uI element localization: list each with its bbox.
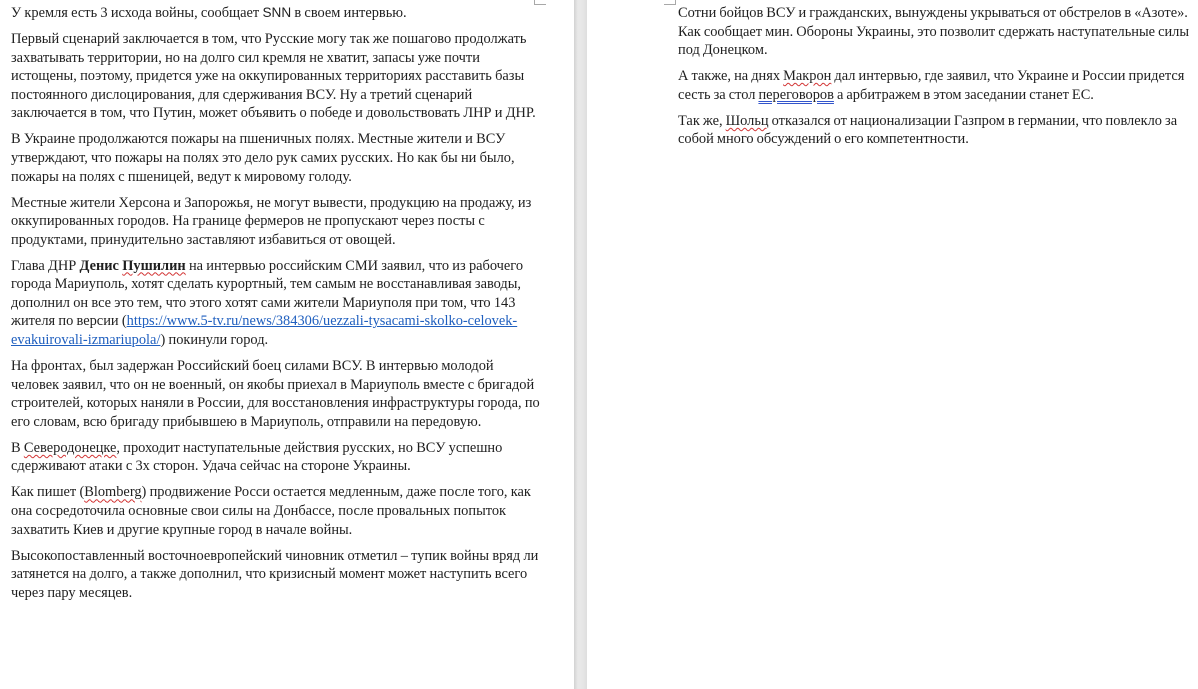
paragraph-1-text-c: в своем интервью. (291, 5, 407, 21)
paragraph-8-misspelled: Blomberg (84, 484, 142, 501)
document-page-right[interactable] (587, 0, 1198, 689)
paragraph-1-snn: SNN (262, 5, 292, 20)
paragraph-8-text-c: ) продвижение Росси остается медленным, даже после того, как она сосредоточила основные свои силы на Донбассе, после провальных попыток захватить Киев и другие крупные город в начале войны. (11, 484, 531, 538)
paragraph-1-text-a: У кремля есть 3 исхода войны, сообщает (11, 5, 263, 21)
paragraph-6[interactable]: На фронтах, был задержан Российский боец силами ВСУ. В интервью молодой человек заявил, что он не военный, он якобы приехал в Мариуполь вместе с бригадой строителей, которых наняли в России, для восстановления инфраструктуры города, по его словам, всю бригаду прибывшею в Мариуполь, отправили на передовую. (11, 358, 540, 430)
source-link[interactable]: https://www.5-tv.ru/news/384306/uezzali-tysacami-skolko-celovek-evakuirovali-izmariupola/ (11, 313, 518, 349)
paragraph-12-misspelled: Шольц (725, 112, 769, 129)
paragraph-5-name-last: Пушилин (122, 257, 186, 274)
paragraph-7-text-a: В (11, 439, 24, 456)
paragraph-5-text-a: Глава ДНР (11, 257, 80, 274)
paragraph-11-grammar-flag: переговоров (758, 86, 834, 103)
paragraph-9[interactable]: Высокопоставленный восточноевропейский чиновник отметил – тупик войны вряд ли затянется на долго, а также дополнил, что кризисный момент может наступить всего через пару месяцев. (11, 547, 539, 601)
paragraph-5[interactable] (11, 257, 544, 350)
paragraph-11-text-c: дал интервью, где заявил, что Украине и России придется сесть за стол (678, 68, 1185, 103)
paragraph-10[interactable]: Сотни бойцов ВСУ и гражданских, вынуждены укрываться от обстрелов в «Азоте». Как сообщает мин. Обороны Украины, это позволит сдержать наступательные силы под Донецком. (678, 5, 1190, 59)
paragraph-12-text-a: Так же, (678, 112, 726, 129)
document-page-left[interactable] (0, 0, 574, 689)
paragraph-1[interactable] (11, 4, 544, 23)
paragraph-8-text-a: Как пишет ( (11, 484, 85, 501)
paragraph-5-text-d: на интервью российским СМИ заявил, что из рабочего города Мариуполь, хотят сделать курортный, тем самым не восстанавливая заводы, дополнил он все это тем, что этого хотят сами жители Мариуполя при том, что 143 жителя по версии ( (11, 257, 524, 330)
paragraph-5-text-e: ) покинули город. (160, 332, 269, 349)
page-gutter (574, 0, 587, 689)
margin-corner-mark (664, 0, 676, 5)
paragraph-4[interactable]: Местные жители Херсона и Запорожья, не могут вывести, продукцию на продажу, из оккупированных городов. На границе фермеров не пропускают через посты с продуктами, принудительно заставляют избавиться от овощей. (11, 194, 532, 248)
paragraph-5-name-first: Денис (79, 257, 123, 274)
paragraph-11[interactable] (678, 67, 1190, 104)
paragraph-12-text-c: отказался от национализации Газпром в германии, что повлекло за собой много обсуждений о его компетентности. (678, 112, 1178, 148)
paragraph-11-text-a: А также, на днях (678, 68, 784, 85)
margin-corner-mark (534, 0, 546, 5)
paragraph-7-text-c: , проходит наступательные действия русских, но ВСУ успешно сдерживают атаки с 3х сторон. Удача сейчас на стороне Украины. (11, 439, 503, 475)
paragraph-12[interactable] (678, 112, 1190, 149)
paragraph-7-misspelled: Северодонецке (23, 439, 117, 456)
paragraph-7[interactable] (11, 439, 544, 476)
paragraph-8[interactable] (11, 483, 544, 539)
paragraph-2[interactable]: Первый сценарий заключается в том, что Русские могу так же пошагово продолжать захватывать территории, но на долго сил кремля не хватит, запасы уже почти истощены, поэтому, придется уже на оккупированных территориях расставить базы постоянного дислоцирования, для сдерживания ВСУ. Ну а третий сценарий заключается в том, что Путин, может объявить о победе и довольствовать ЛНР и ДНР. (11, 30, 536, 122)
paragraph-11-misspelled: Макрон (783, 68, 832, 85)
paragraph-3[interactable]: В Украине продолжаются пожары на пшеничных полях. Местные жители и ВСУ утверждают, что пожары на полях это дело рук самих русских. Но как бы ни было, пожары на полях с пшеницей, ведут к мировому голоду. (11, 131, 515, 185)
paragraph-11-text-e: а арбитражем в этом заседании станет ЕС. (833, 86, 1094, 103)
